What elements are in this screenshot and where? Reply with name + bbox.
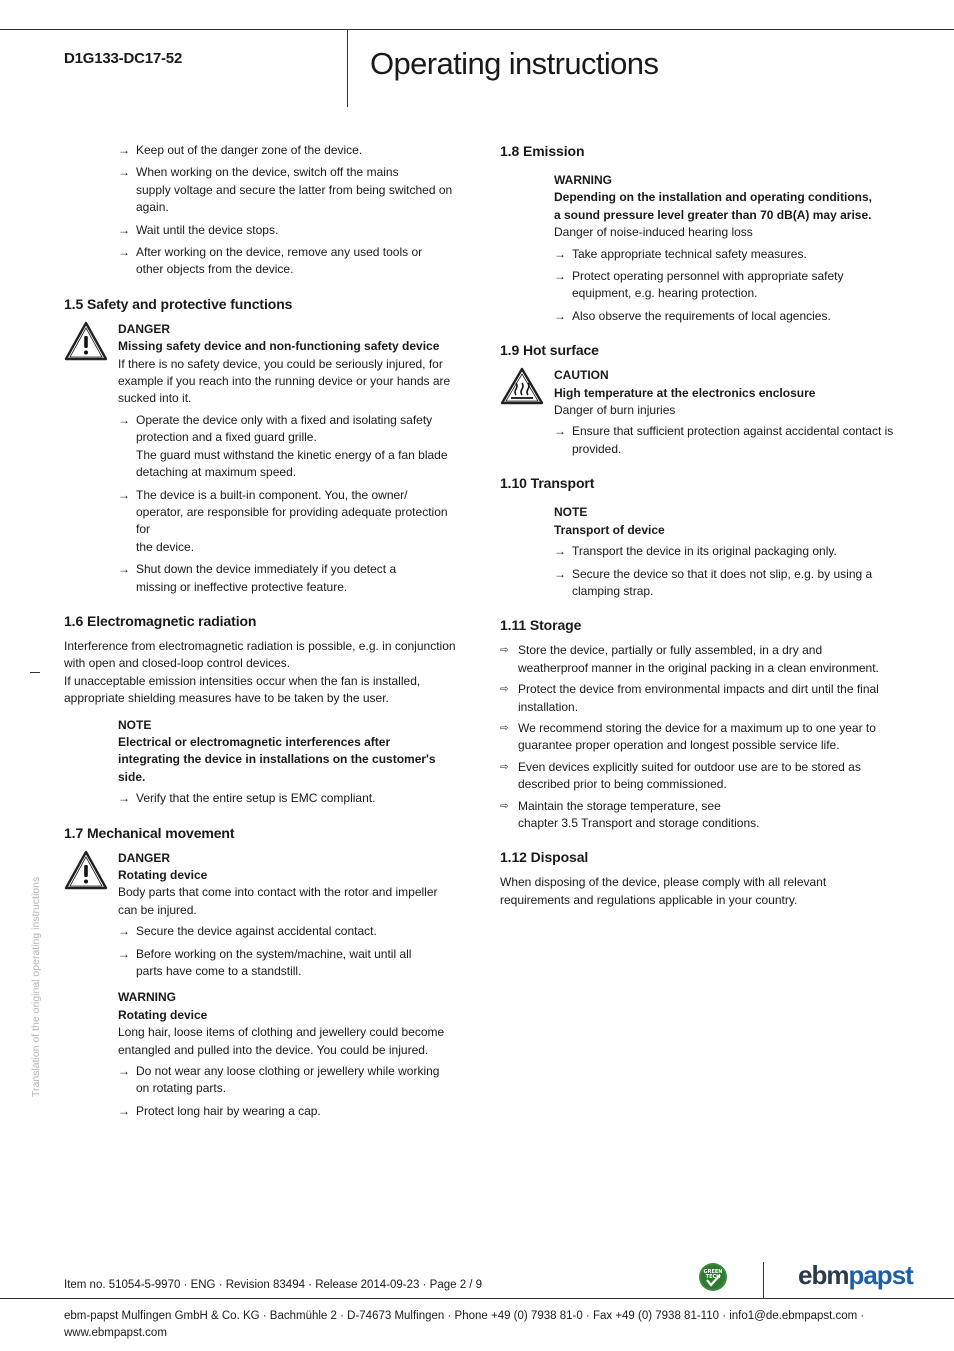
warning-heading [554, 189, 900, 224]
arrow-icon: → [554, 544, 566, 559]
fold-mark [30, 672, 40, 673]
warning-label: WARNING [554, 173, 612, 187]
logo-part-papst: papst [848, 1260, 913, 1290]
text-line: Danger of noise-induced hearing loss [554, 225, 753, 240]
text-line: Wait until the device stops. [136, 222, 279, 237]
emc-action-list [118, 790, 464, 807]
action-item [118, 946, 464, 981]
hot-action-list [554, 423, 900, 458]
arrow-icon: → [118, 245, 130, 260]
intro-list [118, 142, 464, 279]
warning-triangle-icon [64, 321, 108, 366]
bullet-arrow-icon: ⇨ [500, 684, 509, 696]
right-column [500, 142, 900, 909]
action-item [118, 412, 464, 482]
bullet-item [500, 642, 900, 677]
arrow-icon: → [118, 924, 130, 939]
text-line: Body parts that come into contact with the rotor and impeller [118, 885, 438, 900]
text-line: equipment, e.g. hearing protection. [572, 286, 758, 301]
action-item [118, 790, 464, 807]
action-item [118, 244, 464, 279]
warning-label: WARNING [118, 990, 176, 1005]
disposal-text [500, 874, 900, 909]
action-item [118, 222, 464, 239]
section-1-8-title: 1.8 Emission [500, 143, 585, 159]
arrow-icon: → [554, 269, 566, 284]
text-line: described prior to being commissioned. [518, 777, 727, 792]
text-line: Operate the device only with a fixed and isolating safety [136, 412, 433, 427]
text-line: can be injured. [118, 902, 197, 917]
text-line: When disposing of the device, please comply with all relevant [500, 875, 827, 890]
danger-text [118, 356, 464, 408]
bullet-arrow-icon: ⇨ [500, 800, 509, 812]
warning-text [554, 224, 900, 241]
bullet-item [500, 720, 900, 755]
text-line: entangled and pulled into the device. You could be injured. [118, 1042, 429, 1057]
footer-divider [763, 1262, 764, 1298]
section-1-10-title: 1.10 Transport [500, 475, 595, 492]
action-item [118, 142, 464, 159]
text-line: clamping strap. [572, 583, 654, 598]
section-1-11-title: 1.11 Storage [500, 617, 582, 634]
danger-label: DANGER [118, 321, 171, 336]
text-line: Electrical or electromagnetic interferences after [118, 734, 391, 749]
document-info: Item no. 51054-5-9970 · ENG · Revision 83494 · Release 2014-09-23 · Page 2 / 9 [64, 1279, 483, 1291]
warning-text [118, 1024, 464, 1059]
footer-rule [0, 1298, 954, 1299]
action-item [118, 164, 464, 216]
arrow-icon: → [554, 308, 566, 323]
bullet-arrow-icon: ⇨ [500, 722, 509, 734]
note-label: NOTE [554, 505, 588, 520]
model-number: D1G133-DC17-52 [64, 50, 183, 67]
text-line: appropriate shielding measures have to be taken by the user. [64, 691, 389, 706]
bullet-item [500, 681, 900, 716]
clothing-action-list [118, 1063, 464, 1120]
hot-surface-icon [500, 367, 544, 410]
logo-part-ebm: ebm [798, 1260, 849, 1290]
note-heading [118, 734, 464, 786]
caution-heading: High temperature at the electronics enclosure [554, 385, 816, 400]
action-item [554, 268, 900, 303]
action-item [554, 566, 900, 601]
danger-text [118, 884, 464, 919]
badge-text-2: TECH [705, 1274, 721, 1280]
text-line: missing or ineffective protective feature. [136, 579, 348, 594]
caution-label: CAUTION [554, 368, 609, 383]
text-line: supply voltage and secure the latter from being switched on [136, 182, 453, 197]
company-info: ebm-papst Mulfingen GmbH & Co. KG · Bachmühle 2 · D-74673 Mulfingen · Phone +49 (0) 7938 81-0 · Fax +49 (0) 7938 81-110 · info1@de.ebmpapst.com · www.ebmpapst.com [64, 1310, 865, 1340]
text-line: Depending on the installation and operating conditions, [554, 190, 872, 205]
text-line: Keep out of the danger zone of the device. [136, 143, 363, 157]
arrow-icon: → [118, 165, 130, 180]
action-item [554, 543, 900, 560]
arrow-icon: → [118, 222, 130, 237]
note-block-transport [554, 504, 900, 600]
action-item [554, 246, 900, 263]
text-line: If there is no safety device, you could be seriously injured, for [118, 356, 443, 371]
action-item [554, 308, 900, 325]
text-line: Protect long hair by wearing a cap. [136, 1103, 321, 1118]
text-line: Protect operating personnel with appropriate safety [572, 269, 844, 284]
section-1-9-title: 1.9 Hot surface [500, 342, 599, 359]
header-top-rule [0, 29, 954, 30]
rotating-action-list [118, 923, 464, 980]
warning-heading: Rotating device [118, 1007, 208, 1022]
text-line: side. [118, 769, 146, 784]
text-line: the device. [136, 539, 195, 554]
text-line: chapter 3.5 Transport and storage conditions. [518, 815, 760, 830]
storage-list [500, 642, 900, 832]
transport-action-list [554, 543, 900, 600]
text-line: Secure the device so that it does not slip, e.g. by using a [572, 566, 873, 581]
text-line: Interference from electromagnetic radiation is possible, e.g. in conjunction [64, 638, 456, 653]
arrow-icon: → [118, 1064, 130, 1079]
text-line: We recommend storing the device for a maximum up to one year to [518, 720, 876, 735]
arrow-icon: → [118, 1103, 130, 1118]
action-item [118, 561, 464, 596]
safety-action-list [118, 412, 464, 596]
danger-label: DANGER [118, 850, 171, 865]
action-item [554, 423, 900, 458]
header-divider [347, 29, 348, 107]
text-line: installation. [518, 699, 579, 714]
text-line: with open and closed-loop control devices. [64, 656, 291, 671]
text-line: again. [136, 200, 169, 215]
text-line: operator, are responsible for providing adequate protection for [136, 504, 448, 537]
note-block-emc [118, 717, 464, 808]
danger-block-rotating [118, 850, 464, 1121]
badge-text-1: GREEN [703, 1269, 723, 1275]
bullet-arrow-icon: ⇨ [500, 761, 509, 773]
arrow-icon: → [118, 791, 130, 806]
text-line: Take appropriate technical safety measures. [572, 246, 807, 261]
text-line: When working on the device, switch off the mains [136, 165, 399, 180]
left-column [64, 142, 464, 1128]
text-line: weatherproof manner in the original packing in a clean environment. [518, 660, 879, 675]
caution-block-hot [554, 367, 900, 458]
text-line: If unacceptable emission intensities occur when the fan is installed, [64, 673, 421, 688]
text-line: detaching at maximum speed. [136, 465, 297, 480]
arrow-icon: → [118, 412, 130, 427]
text-line: Protect the device from environmental impacts and dirt until the final [518, 682, 879, 697]
danger-block-safety [118, 321, 464, 596]
text-line: guarantee proper operation and longest possible service life. [518, 738, 840, 753]
text-line: integrating the device in installations on the customer's [118, 752, 436, 767]
action-item [118, 1103, 464, 1120]
text-line: Ensure that sufficient protection against accidental contact is [572, 424, 894, 439]
text-line: on rotating parts. [136, 1081, 227, 1096]
text-line: protection and a fixed guard grille. [136, 430, 317, 445]
danger-heading: Rotating device [118, 868, 208, 882]
text-line: The device is a built-in component. You, the owner/ [136, 487, 408, 502]
green-tech-badge-icon [698, 1262, 728, 1297]
ebmpapst-logo [798, 1260, 913, 1290]
text-line: other objects from the device. [136, 262, 294, 277]
text-line: parts have come to a standstill. [136, 964, 302, 979]
text-line: After working on the device, remove any used tools or [136, 245, 423, 260]
text-line: Verify that the entire setup is EMC compliant. [136, 791, 376, 806]
text-line: The guard must withstand the kinetic energy of a fan blade [136, 447, 448, 462]
emission-action-list [554, 246, 900, 326]
emc-text [64, 638, 464, 708]
danger-heading: Missing safety device and non-functioning safety device [118, 339, 440, 354]
arrow-icon: → [118, 562, 130, 577]
action-item [118, 923, 464, 940]
text-line: example if you reach into the running device or your hands are [118, 374, 451, 389]
caution-text [554, 402, 900, 419]
section-1-12-title: 1.12 Disposal [500, 849, 589, 866]
text-line: provided. [572, 441, 622, 456]
action-item [118, 487, 464, 557]
arrow-icon: → [118, 143, 130, 157]
arrow-icon: → [554, 424, 566, 439]
action-item [118, 1063, 464, 1098]
text-line: Long hair, loose items of clothing and jewellery could become [118, 1025, 445, 1040]
text-line: Transport the device in its original packaging only. [572, 544, 837, 559]
text-line: Maintain the storage temperature, see [518, 798, 721, 813]
text-line: Even devices explicitly suited for outdoor use are to be stored as [518, 759, 861, 774]
text-line: Also observe the requirements of local agencies. [572, 308, 831, 323]
note-label: NOTE [118, 717, 152, 732]
arrow-icon: → [554, 246, 566, 261]
section-1-7-title: 1.7 Mechanical movement [64, 824, 235, 841]
bullet-item [500, 759, 900, 794]
text-line: Do not wear any loose clothing or jewellery while working [136, 1064, 440, 1079]
text-line: requirements and regulations applicable in your country. [500, 892, 798, 907]
note-heading: Transport of device [554, 522, 665, 537]
text-line: sucked into it. [118, 391, 192, 406]
bullet-arrow-icon: ⇨ [500, 645, 509, 657]
text-line: Shut down the device immediately if you detect a [136, 562, 397, 577]
page-title: Operating instructions [370, 46, 659, 81]
text-line: Before working on the system/machine, wait until all [136, 946, 412, 961]
arrow-icon: → [118, 946, 130, 961]
text-line: Danger of burn injuries [554, 403, 676, 418]
text-line: Store the device, partially or fully assembled, in a dry and [518, 643, 823, 658]
text-line: a sound pressure level greater than 70 dB(A) may arise. [554, 207, 872, 222]
bullet-item [500, 798, 900, 833]
warning-triangle-icon [64, 850, 108, 895]
arrow-icon: → [554, 566, 566, 581]
section-1-6-title: 1.6 Electromagnetic radiation [64, 612, 257, 629]
warning-block-emission [554, 172, 900, 325]
text-line: Secure the device against accidental contact. [136, 924, 377, 939]
arrow-icon: → [118, 487, 130, 502]
section-1-5-title: 1.5 Safety and protective functions [64, 295, 293, 312]
sidebar-note: Translation of the original operating instructions [30, 876, 42, 1097]
